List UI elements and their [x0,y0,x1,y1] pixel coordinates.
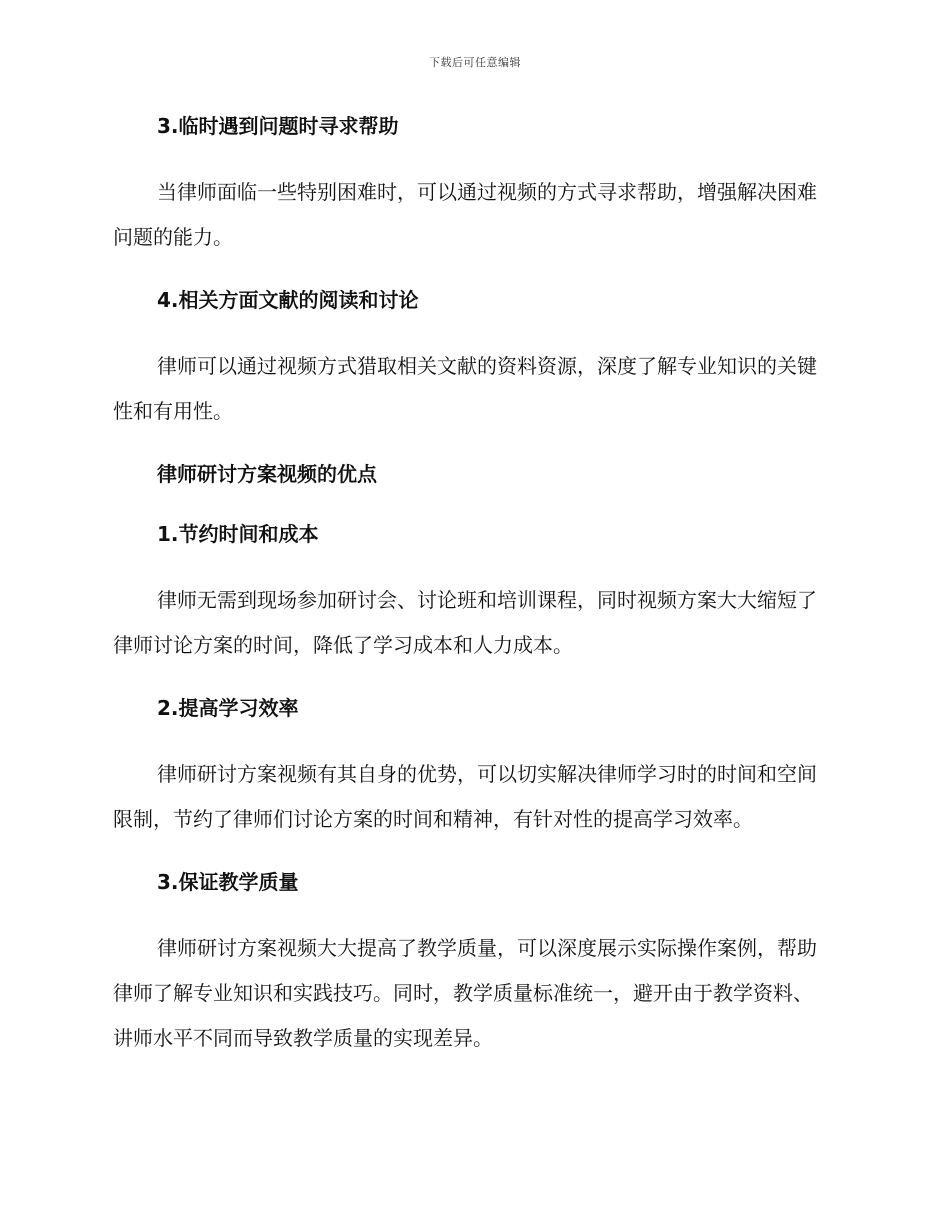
section-heading: 4.相关方面文献的阅读和讨论 [157,288,419,312]
body-paragraph: 当律师面临一些特别困难时，可以通过视频的方式寻求帮助，增强解决困难问题的能力。 [113,180,817,249]
section-heading: 1.节约时间和成本 [157,522,319,546]
section-heading: 2.提高学习效率 [157,696,299,720]
page-header: 下载后可任意编辑 [429,56,521,69]
section-heading: 3.保证教学质量 [157,870,299,894]
body-paragraph: 律师研讨方案视频有其自身的优势，可以切实解决律师学习时的时间和空间限制，节约了律师们讨论方案的时间和精神，有针对性的提高学习效率。 [113,762,817,831]
body-paragraph: 律师可以通过视频方式猎取相关文献的资料资源，深度了解专业知识的关键性和有用性。 [113,354,817,423]
body-paragraph: 律师研讨方案视频大大提高了教学质量，可以深度展示实际操作案例，帮助律师了解专业知识和实践技巧。同时，教学质量标准统一，避开由于教学资料、讲师水平不同而导致教学质量的实现差异。 [113,936,817,1050]
body-paragraph: 律师无需到现场参加研讨会、讨论班和培训课程，同时视频方案大大缩短了律师讨论方案的时间，降低了学习成本和人力成本。 [113,588,817,657]
document-body [113,110,831,1085]
section-heading: 3.临时遇到问题时寻求帮助 [157,114,399,138]
section-heading: 律师研讨方案视频的优点 [157,462,377,486]
